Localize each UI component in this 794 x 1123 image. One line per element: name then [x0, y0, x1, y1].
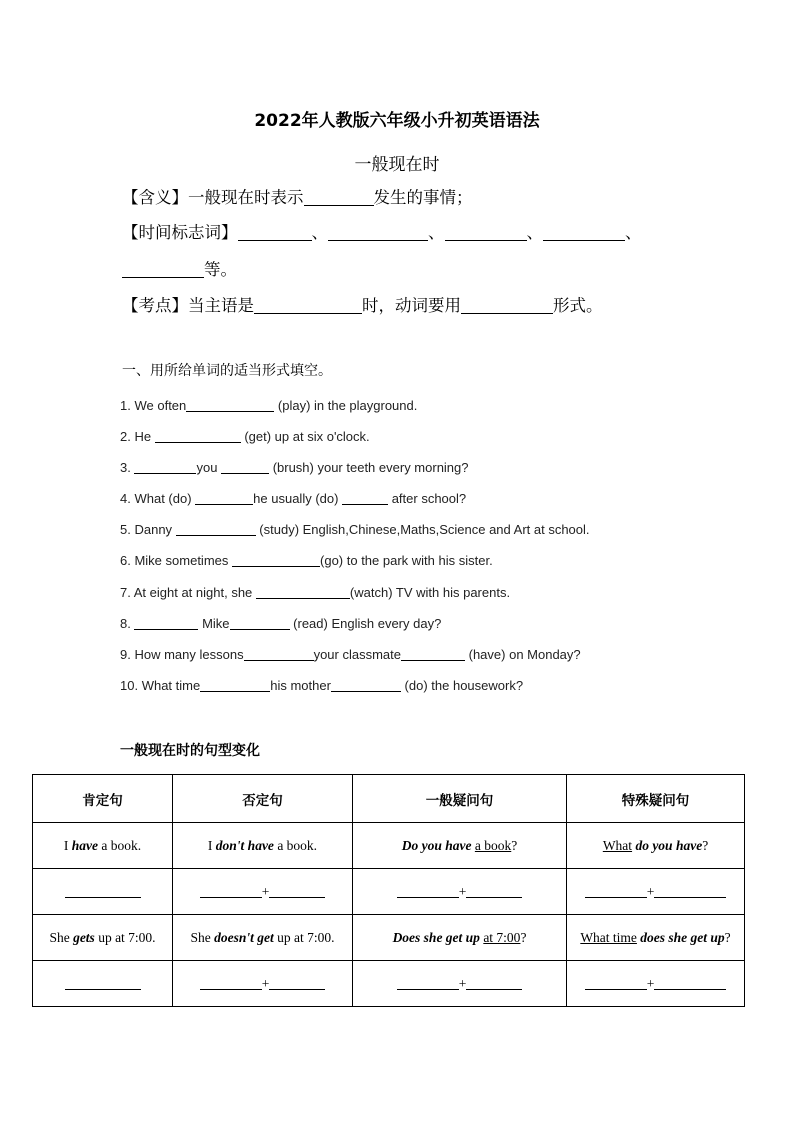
table-cell: +: [173, 961, 353, 1007]
answer-blank[interactable]: [134, 616, 198, 630]
header-general-question: 一般疑问句: [353, 775, 567, 823]
answer-blank[interactable]: [134, 460, 196, 474]
answer-blank[interactable]: [200, 883, 262, 898]
table-cell: She gets up at 7:00.: [33, 915, 173, 961]
separator: 、: [526, 223, 543, 242]
answer-blank[interactable]: [221, 460, 269, 474]
table-row: [33, 915, 745, 961]
separator: 、: [625, 223, 642, 242]
exercise-item-4: 4. What (do) he usually (do) after school?: [120, 491, 467, 506]
key-point-blank-1[interactable]: [254, 296, 362, 314]
exercise-item-3: 3. you (brush) your teeth every morning?: [120, 460, 469, 475]
section-1-heading: 一、用所给单词的适当形式填空。: [122, 363, 332, 379]
key-point-label: 【考点】: [122, 296, 188, 315]
answer-blank[interactable]: [195, 491, 253, 505]
answer-blank[interactable]: [466, 975, 522, 990]
exercise-item-1: 1. We often (play) in the playground.: [120, 398, 418, 413]
time-word-blank-5[interactable]: [122, 260, 204, 278]
header-affirmative: 肯定句: [33, 775, 173, 823]
time-words-label: 【时间标志词】: [122, 223, 238, 242]
table-cell: +: [567, 869, 745, 915]
header-negative: 否定句: [173, 775, 353, 823]
page-title: 2022年人教版六年级小升初英语语法: [254, 111, 540, 131]
answer-blank[interactable]: [585, 883, 647, 898]
separator: 、: [428, 223, 445, 242]
table-cell: She doesn't get up at 7:00.: [173, 915, 353, 961]
answer-blank[interactable]: [200, 678, 270, 692]
separator: 、: [311, 223, 328, 242]
time-word-blank-1[interactable]: [238, 223, 312, 241]
key-point-text-3: 形式。: [553, 296, 603, 315]
answer-blank[interactable]: [230, 616, 290, 630]
answer-blank[interactable]: [401, 647, 465, 661]
meaning-suffix: 发生的事情；: [373, 188, 473, 207]
table-cell: [33, 869, 173, 915]
answer-blank[interactable]: [654, 883, 726, 898]
table-header-row: [33, 775, 745, 823]
exercise-item-2: 2. He (get) up at six o'clock.: [120, 429, 370, 444]
exercise-item-6: 6. Mike sometimes (go) to the park with his sister.: [120, 553, 493, 568]
key-point-blank-2[interactable]: [461, 296, 553, 314]
answer-blank[interactable]: [654, 975, 726, 990]
answer-blank[interactable]: [65, 883, 141, 898]
exercise-item-8: 8. Mike (read) English every day?: [120, 616, 442, 631]
exercise-item-10: 10. What time his mother (do) the housework?: [120, 678, 524, 693]
answer-blank[interactable]: [269, 975, 325, 990]
key-point-text-1: 当主语是: [188, 296, 254, 315]
answer-blank[interactable]: [232, 553, 320, 567]
answer-blank[interactable]: [186, 398, 274, 412]
time-word-blank-2[interactable]: [328, 223, 428, 241]
time-word-blank-3[interactable]: [445, 223, 527, 241]
table-cell: [33, 961, 173, 1007]
key-point-line: [122, 292, 603, 316]
answer-blank[interactable]: [256, 585, 350, 599]
answer-blank[interactable]: [397, 975, 459, 990]
answer-blank[interactable]: [155, 429, 241, 443]
answer-blank[interactable]: [244, 647, 314, 661]
time-words-line-2: [122, 256, 237, 280]
exercise-item-5: 5. Danny (study) English,Chinese,Maths,Science and Art at school.: [120, 522, 590, 537]
table-cell: I don't have a book.: [173, 823, 353, 869]
table-row: [33, 869, 745, 915]
table-cell: What do you have?: [567, 823, 745, 869]
exercise-item-7: 7. At eight at night, she (watch) TV with his parents.: [120, 585, 511, 600]
answer-blank[interactable]: [269, 883, 325, 898]
sentence-pattern-table: [32, 774, 745, 1007]
answer-blank[interactable]: [397, 883, 459, 898]
time-word-blank-4[interactable]: [543, 223, 625, 241]
table-cell: I have a book.: [33, 823, 173, 869]
answer-blank[interactable]: [200, 975, 262, 990]
meaning-label: 【含义】: [122, 188, 188, 207]
table-cell: Do you have a book?: [353, 823, 567, 869]
table-cell: +: [567, 961, 745, 1007]
key-point-text-2: 时，动词要用: [362, 296, 461, 315]
table-cell: Does she get up at 7:00?: [353, 915, 567, 961]
table-row: [33, 961, 745, 1007]
answer-blank[interactable]: [65, 975, 141, 990]
answer-blank[interactable]: [466, 883, 522, 898]
time-words-line: [122, 219, 642, 243]
answer-blank[interactable]: [176, 522, 256, 536]
table-cell: +: [353, 869, 567, 915]
answer-blank[interactable]: [331, 678, 401, 692]
time-words-end: 等。: [204, 260, 237, 279]
answer-blank[interactable]: [342, 491, 388, 505]
answer-blank[interactable]: [585, 975, 647, 990]
table-heading: 一般现在时的句型变化: [120, 743, 260, 759]
header-special-question: 特殊疑问句: [567, 775, 745, 823]
meaning-prefix: 一般现在时表示: [188, 188, 304, 207]
page-subtitle: 一般现在时: [354, 155, 440, 175]
meaning-blank[interactable]: [304, 188, 374, 206]
table-cell: What time does she get up?: [567, 915, 745, 961]
table-row: [33, 823, 745, 869]
exercise-item-9: 9. How many lessons your classmate (have) on Monday?: [120, 647, 581, 662]
table-cell: +: [353, 961, 567, 1007]
table-cell: +: [173, 869, 353, 915]
meaning-line: [122, 184, 473, 208]
